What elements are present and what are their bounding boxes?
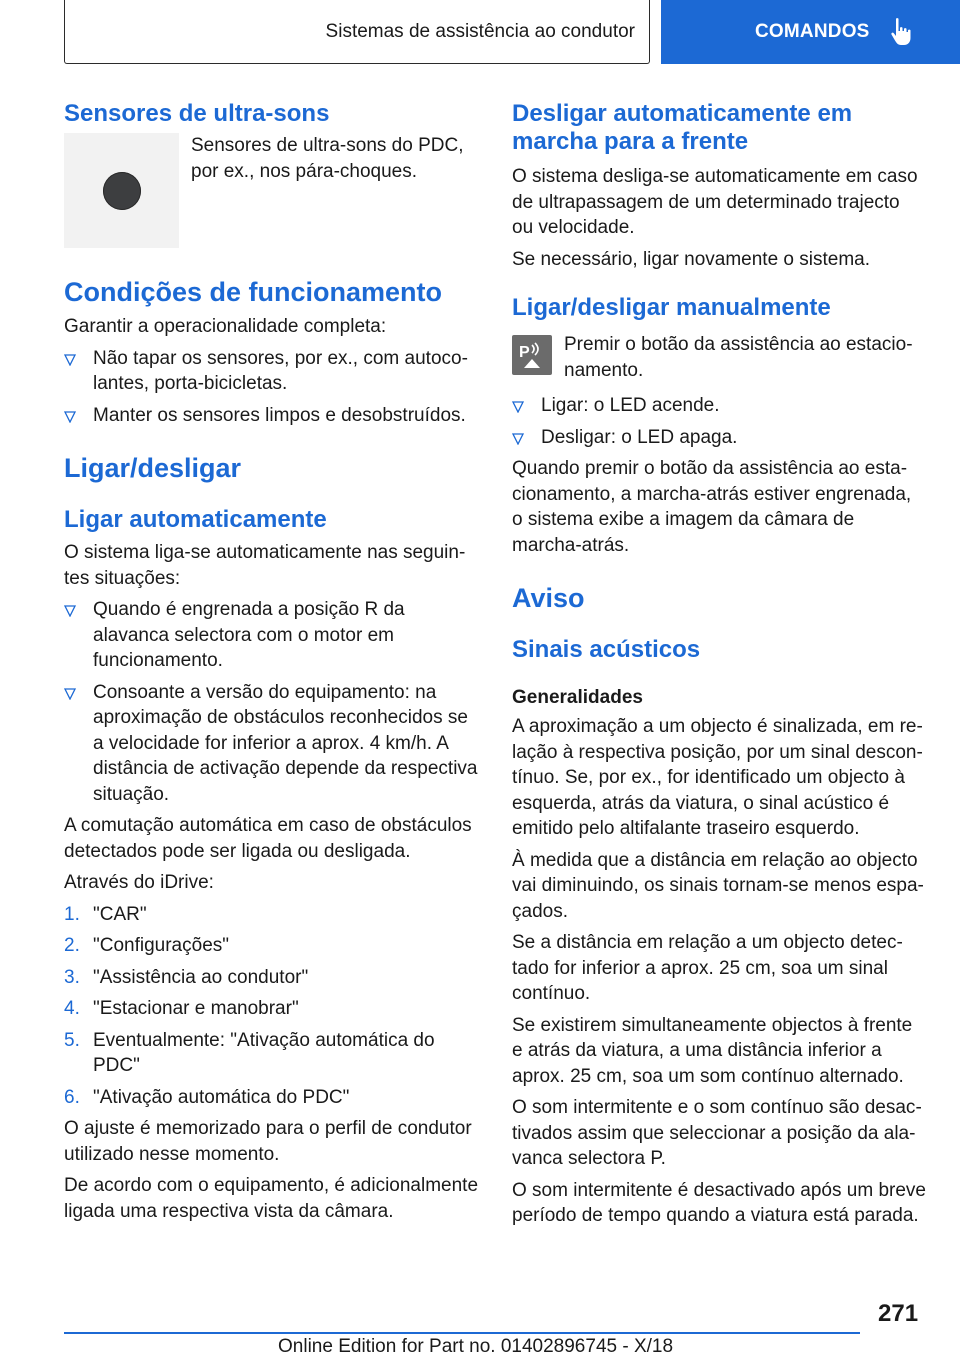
pdc-button-figure — [512, 332, 926, 383]
header-chapter-tab — [661, 0, 960, 64]
auto-off-paragraph-2: Se necessário, ligar novamente o sistema. — [512, 248, 871, 270]
header-section-box — [64, 0, 650, 64]
right-column — [512, 100, 926, 1229]
park-assist-icon — [517, 340, 547, 370]
list-item: Quando é engrenada a posição R da alavanca selectora com o motor em funcionamento. — [64, 597, 480, 674]
footer-divider — [64, 1332, 860, 1334]
triangle-bullet-icon — [64, 411, 76, 423]
manual-caption: Premir o botão da assistência ao estacionamento. — [564, 334, 913, 381]
triangle-bullet-icon — [64, 354, 76, 366]
auto-off-heading: Desligar automaticamente em marcha para a frente — [512, 100, 853, 155]
list-item: Desligar: o LED apaga. — [512, 425, 926, 451]
left-column — [64, 100, 480, 1224]
list-item: 5. Eventualmente: "Ativação automática do PDC" — [64, 1029, 435, 1076]
auto-switch-paragraph: A comutação automática em caso de obstáculos detectados pode ser ligada ou desligada. — [64, 815, 472, 862]
auto-on-heading: Ligar automaticamente — [64, 506, 327, 533]
conditions-list — [64, 346, 480, 429]
onoff-heading: Ligar/desligar — [64, 453, 242, 483]
triangle-bullet-icon — [64, 605, 76, 617]
idrive-intro: Através do iDrive: — [64, 872, 214, 893]
acoustic-paragraph-5: O som intermitente e o som contínuo são desactivados assim que seleccionar a posição da alavanca selectora P. — [512, 1097, 922, 1169]
acoustic-paragraph-2: À medida que a distância em relação ao objecto vai diminuindo, os sinais tornam-se menos espaçados. — [512, 849, 924, 922]
sensors-heading: Sensores de ultra-sons — [64, 100, 330, 127]
header-chapter-title: COMANDOS — [755, 21, 870, 42]
manual-list — [512, 393, 926, 450]
park-assist-button-icon — [512, 335, 552, 375]
auto-off-paragraph: O sistema desliga-se automaticamente em caso de ultrapassagem de um determinado trajecto ou velocidade. — [512, 166, 918, 238]
triangle-bullet-icon — [512, 433, 524, 445]
acoustic-paragraph-4: Se existirem simultaneamente objectos à frente e atrás da viatura, a uma distância inferior a aprox. 25 cm, soa um som contínuo alternado. — [512, 1014, 913, 1087]
page-number: 271 — [878, 1300, 919, 1327]
list-item: 3. "Assistência ao condutor" — [64, 966, 309, 988]
auto-on-list — [64, 597, 480, 807]
camera-paragraph: De acordo com o equipamento, é adicionalmente ligada uma respectiva vista da câmara. — [64, 1175, 479, 1222]
acoustic-paragraph-3: Se a distância em relação a um objecto detectado for inferior a aprox. 25 cm, soa um sinal contínuo. — [512, 932, 903, 1004]
triangle-bullet-icon — [512, 401, 524, 413]
header-section-title: Sistemas de assistência ao condutor — [325, 20, 635, 42]
list-item: Manter os sensores limpos e desobstruídos. — [64, 403, 480, 429]
triangle-bullet-icon — [64, 688, 76, 700]
list-item: 6. "Ativação automática do PDC" — [64, 1086, 350, 1108]
list-item: Ligar: o LED acende. — [512, 393, 926, 419]
acoustic-paragraph-6: O som intermitente é desactivado após um breve período de tempo quando a viatura está parada. — [512, 1179, 926, 1226]
svg-text:P: P — [519, 344, 530, 361]
memo-paragraph: O ajuste é memorizado para o perfil de condutor utilizado nesse momento. — [64, 1118, 472, 1165]
sensors-caption: Sensores de ultra-sons do PDC, por ex., nos pára-choques. — [191, 135, 464, 182]
acoustic-paragraph-1: A aproximação a um objecto é sinalizada, em relação à respectiva posição, por um sinal descontínuo. Se, por ex., for identificado um objecto à esquerda, atrás da viatura, o sinal acústico é emitido pelo altifalante traseiro esquerdo. — [512, 716, 923, 839]
sensor-figure — [64, 133, 480, 248]
list-item: Consoante a versão do equipamento: na aproximação de obstáculos reconhecidos se a velocidade for inferior a aprox. 4 km/h. A distância de activação depende da respectiva situação. — [64, 680, 480, 808]
pointing-hand-icon — [890, 17, 916, 47]
footer-edition: Online Edition for Part no. 01402896745 - X/18 — [278, 1336, 674, 1357]
conditions-intro: Garantir a operacionalidade completa: — [64, 316, 387, 337]
list-item: 4. "Estacionar e manobrar" — [64, 998, 299, 1019]
conditions-heading: Condições de funcionamento — [64, 277, 443, 307]
warning-heading: Aviso — [512, 583, 585, 613]
general-heading: Generalidades — [512, 687, 643, 708]
sensor-icon — [103, 172, 141, 210]
idrive-steps — [64, 902, 480, 1111]
list-item: Não tapar os sensores, por ex., com autocolantes, porta-bicicletas. — [64, 346, 480, 397]
list-item: 2. "Configurações" — [64, 935, 230, 956]
auto-on-intro: O sistema liga-se automaticamente nas seguintes situações: — [64, 542, 466, 589]
acoustic-heading: Sinais acústicos — [512, 636, 701, 663]
manual-heading: Ligar/desligar manualmente — [512, 294, 831, 321]
ultrasonic-sensor-image — [64, 133, 179, 248]
list-item: 1. "CAR" — [64, 903, 147, 925]
reverse-paragraph: Quando premir o botão da assistência ao estacionamento, a marcha-atrás estiver engrenada, o sistema exibe a imagem da câmara de marcha-atrás. — [512, 458, 912, 556]
